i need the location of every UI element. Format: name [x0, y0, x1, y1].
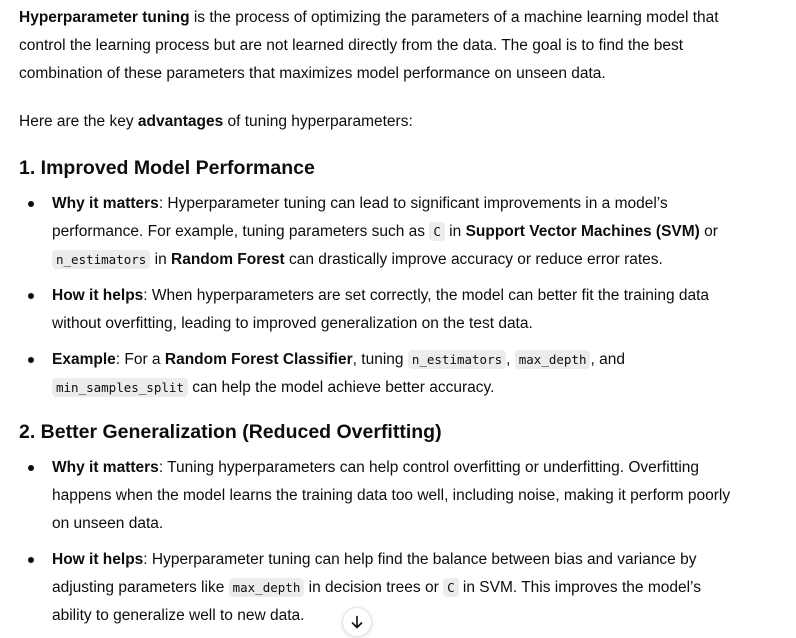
lead-after: of tuning hyperparameters: — [223, 113, 413, 130]
item-text: : Hyperparameter tuning can lead to significant improvements in a model’s performance. For example, tuning parameters such as — [52, 195, 668, 240]
intro-term: Hyperparameter tuning — [19, 9, 190, 26]
bullet-icon — [28, 293, 34, 299]
arrow-down-icon — [350, 615, 364, 629]
inline-code: C — [443, 578, 459, 597]
inline-code: min_samples_split — [52, 378, 188, 397]
item-text: : For a — [115, 351, 165, 368]
item-bold: Random Forest — [171, 251, 285, 268]
item-text: : Tuning hyperparameters can help control overfitting or underfitting. Overfitting happens when the model learns the training data too well, including noise, making it perform poorly on unseen data. — [52, 459, 731, 532]
item-label: Example — [52, 351, 116, 368]
lead-before: Here are the key — [19, 113, 138, 130]
item-text: in — [444, 223, 466, 240]
list-item — [19, 454, 739, 538]
bullet-icon — [28, 201, 34, 207]
intro-paragraph — [19, 4, 739, 88]
item-text: in SVM. This improves the model’s ability to generalize well to new data. — [52, 579, 701, 624]
item-label: How it helps — [52, 551, 144, 568]
item-text: : Hyperparameter tuning can help find the balance between bias and variance by adjusting parameters like — [52, 551, 697, 596]
bullet-icon — [28, 357, 34, 363]
lead-paragraph — [19, 108, 739, 136]
lead-bold: advantages — [137, 113, 224, 130]
item-text: : When hyperparameters are set correctly, the model can better fit the training data without overfitting, leading to improved generalization on the test data. — [52, 287, 710, 332]
section-1-list — [19, 190, 739, 402]
message-content — [19, 4, 739, 638]
section-heading-1: 1. Improved Model Performance — [19, 157, 315, 179]
scroll-down-button[interactable] — [342, 607, 372, 637]
inline-code: n_estimators — [52, 250, 150, 269]
bullet-icon — [28, 557, 34, 563]
bullet-icon — [28, 465, 34, 471]
item-text: can help the model achieve better accuracy. — [187, 379, 495, 396]
item-text: in decision trees or — [304, 579, 444, 596]
section-2-list — [19, 454, 739, 630]
item-text: can drastically improve accuracy or reduce error rates. — [284, 251, 663, 268]
item-text: , tuning — [352, 351, 408, 368]
inline-code: n_estimators — [408, 350, 506, 369]
item-label: Why it matters — [52, 195, 159, 212]
list-item — [19, 546, 739, 630]
item-text: or — [699, 223, 718, 240]
list-item — [19, 282, 739, 338]
inline-code: max_depth — [515, 350, 591, 369]
list-item — [19, 346, 739, 402]
intro-text: is the process of optimizing the parameters of a machine learning model that control the learning process but are not learned directly from the data. The goal is to find the best combination of these parameters that maximizes model performance on unseen data. — [19, 9, 719, 82]
inline-code: C — [429, 222, 445, 241]
inline-code: max_depth — [229, 578, 305, 597]
item-text: , and — [590, 351, 625, 368]
item-bold: Support Vector Machines (SVM) — [465, 223, 700, 240]
item-label: Why it matters — [52, 459, 159, 476]
item-bold: Random Forest Classifier — [164, 351, 353, 368]
item-text: , — [506, 351, 515, 368]
item-text: in — [150, 251, 171, 268]
section-heading-2: 2. Better Generalization (Reduced Overfitting) — [19, 421, 442, 443]
item-label: How it helps — [52, 287, 144, 304]
list-item — [19, 190, 739, 274]
